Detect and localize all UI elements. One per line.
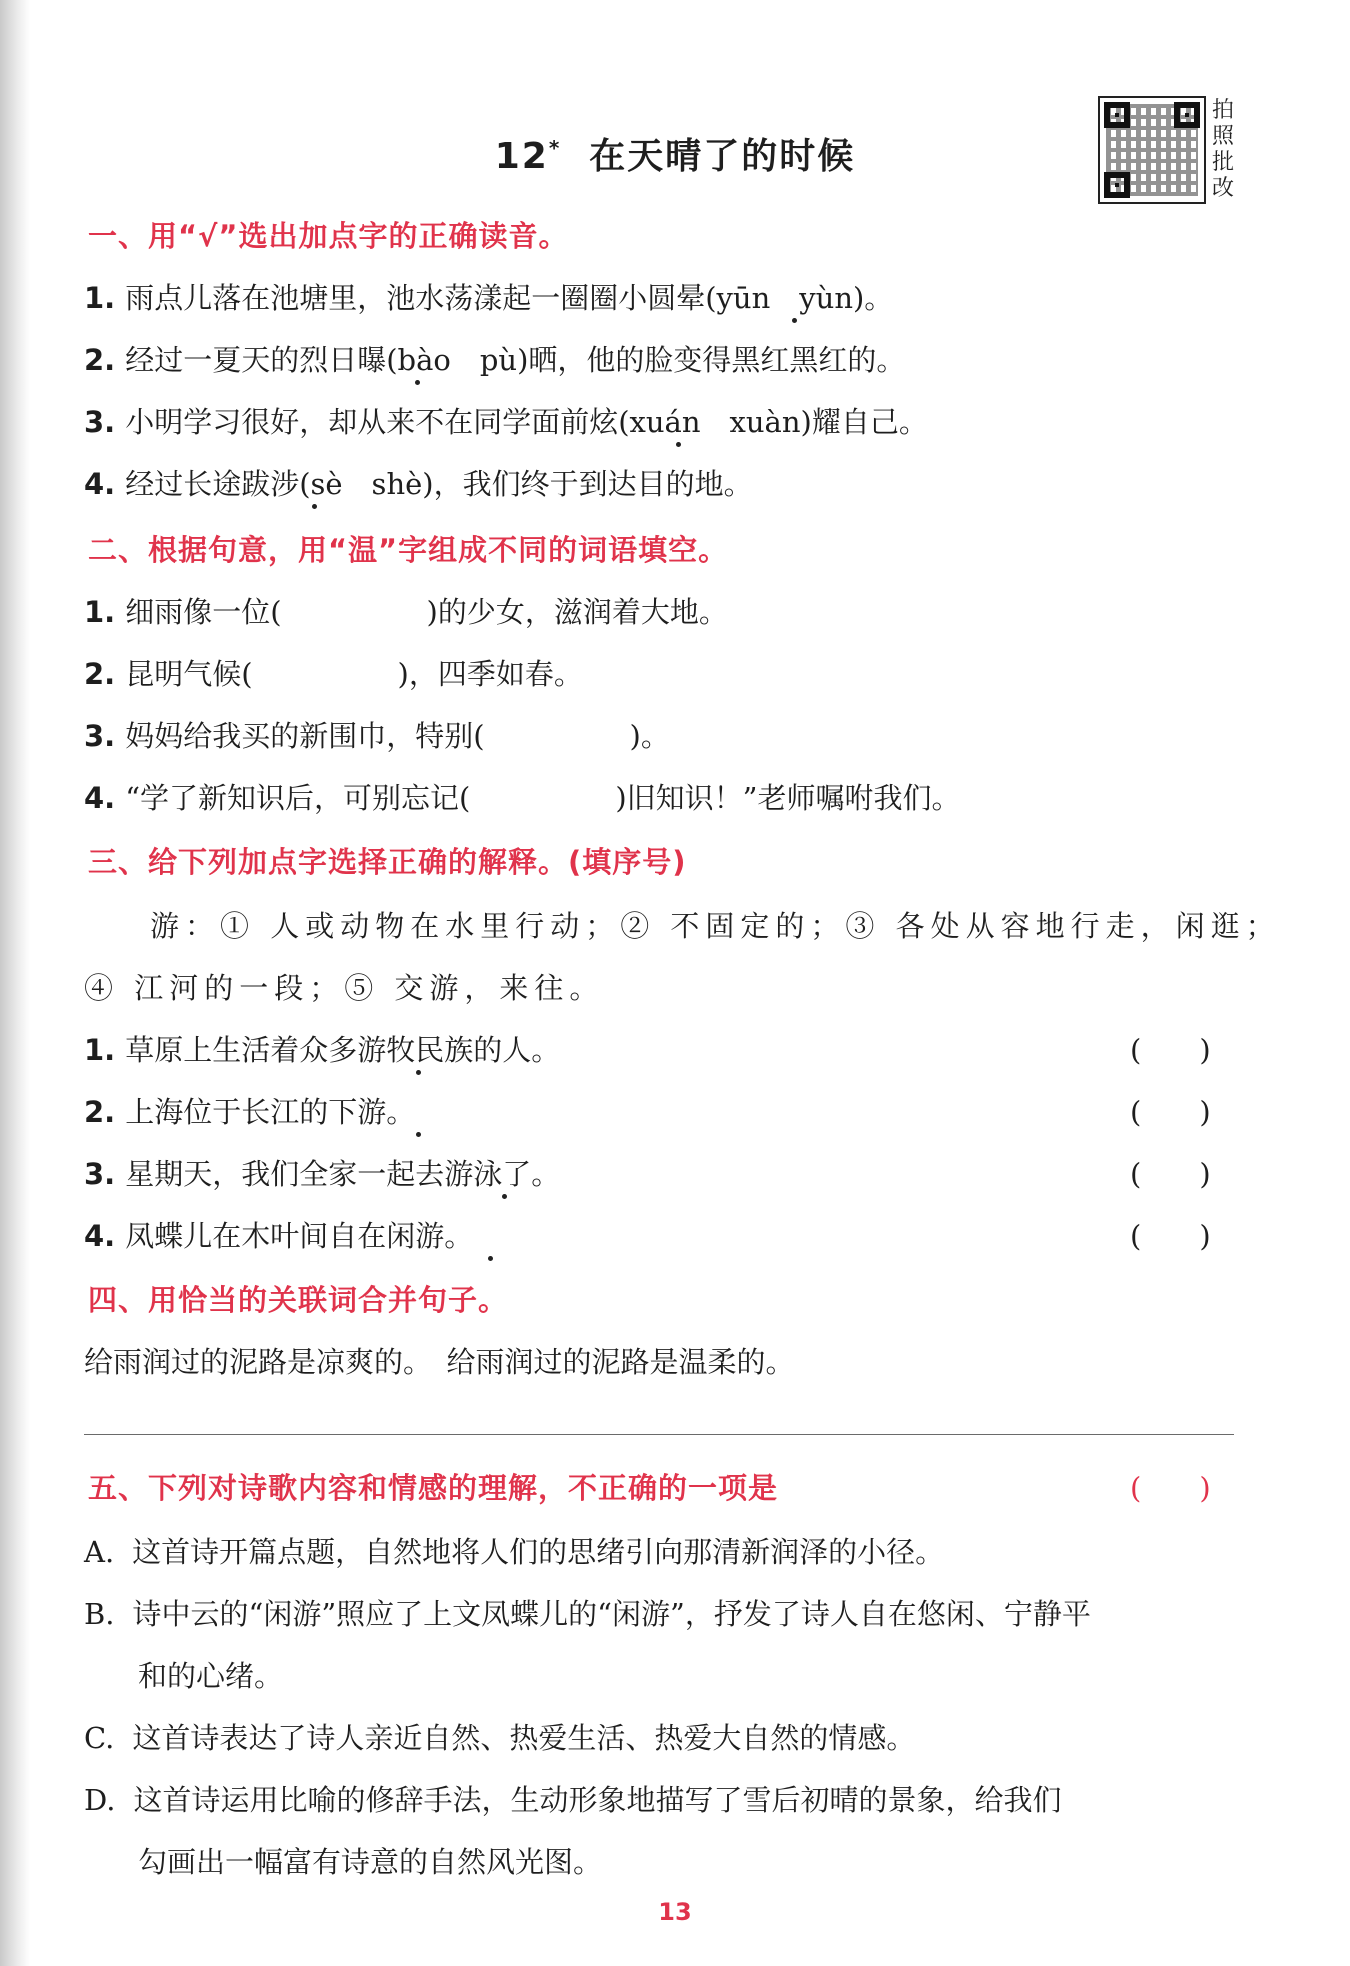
emphasis-dot — [415, 380, 420, 385]
option-a: A. 这首诗开篇点题，自然地将人们的思绪引向那清新润泽的小径。 — [84, 1535, 945, 1569]
qr-label: 拍照批改 — [1212, 98, 1235, 201]
emphasis-dot — [792, 318, 797, 323]
emphasis-dot — [312, 504, 317, 509]
option-c: C. 这首诗表达了诗人亲近自然、热爱生活、热爱大自然的情感。 — [84, 1721, 916, 1755]
section3-item-3: 3. 星期天，我们全家一起去游泳了。 — [84, 1157, 561, 1191]
definition-line-2: ④ 江河的一段；⑤ 交游，来往。 — [84, 971, 605, 1005]
answer-paren[interactable]: ( ) — [1130, 1471, 1211, 1505]
emphasis-dot — [502, 1194, 507, 1199]
emphasis-dot — [676, 442, 681, 447]
emphasis-dot — [488, 1256, 493, 1261]
section1-item-4: 4. 经过长途跋涉(sè shè)，我们终于到达目的地。 — [84, 467, 753, 501]
answer-paren[interactable]: ( ) — [1130, 1033, 1211, 1067]
option-d-line-2: 勾画出一幅富有诗意的自然风光图。 — [138, 1845, 603, 1879]
section4-sentences: 给雨润过的泥路是凉爽的。 给雨润过的泥路是温柔的。 — [84, 1345, 795, 1379]
section1-item-2: 2. 经过一夏天的烈日曝(bào pù)晒，他的脸变得黑红黑红的。 — [84, 343, 906, 377]
section2-item-3: 3. 妈妈给我买的新围巾，特别( )。 — [84, 719, 670, 753]
section4-heading: 四、用恰当的关联词合并句子。 — [88, 1283, 509, 1317]
definition-line-1: 游：① 人或动物在水里行动；② 不固定的；③ 各处从容地行走，闲逛； — [150, 909, 1281, 943]
qr-code-icon[interactable] — [1098, 96, 1206, 204]
section1-heading: 一、用“√”选出加点字的正确读音。 — [88, 219, 569, 253]
section3-item-4: 4. 凤蝶儿在木叶间自在闲游。 — [84, 1219, 474, 1253]
section5-heading: 五、下列对诗歌内容和情感的理解，不正确的一项是 — [88, 1471, 779, 1505]
section1-item-1: 1. 雨点儿落在池塘里，池水荡漾起一圈圈小圆晕(yūn yùn)。 — [84, 281, 894, 315]
answer-paren[interactable]: ( ) — [1130, 1219, 1211, 1253]
answer-paren[interactable]: ( ) — [1130, 1157, 1211, 1191]
option-d: D. 这首诗运用比喻的修辞手法，生动形象地描写了雪后初晴的景象，给我们 — [84, 1783, 1062, 1817]
section2-item-2: 2. 昆明气候( )，四季如春。 — [84, 657, 583, 691]
section1-item-3: 3. 小明学习很好，却从来不在同学面前炫(xuán xuàn)耀自己。 — [84, 405, 928, 439]
section3-item-2: 2. 上海位于长江的下游。 — [84, 1095, 416, 1129]
emphasis-dot — [416, 1132, 421, 1137]
answer-paren[interactable]: ( ) — [1130, 1095, 1211, 1129]
emphasis-dot — [416, 1070, 421, 1075]
page-number: 13 — [658, 1898, 692, 1926]
section2-item-4: 4. “学了新知识后，可别忘记( )旧知识！”老师嘱咐我们。 — [84, 781, 961, 815]
section2-item-1: 1. 细雨像一位( )的少女，滋润着大地。 — [84, 595, 728, 629]
lesson-title: 在天晴了的时候 — [589, 136, 856, 177]
option-b-line-2: 和的心绪。 — [138, 1659, 284, 1693]
book-spine-shadow — [0, 0, 30, 1966]
answer-line[interactable] — [84, 1434, 1234, 1435]
option-b: B. 诗中云的“闲游”照应了上文凤蝶儿的“闲游”，抒发了诗人自在悠闲、宁静平 — [84, 1597, 1091, 1631]
section3-item-1: 1. 草原上生活着众多游牧民族的人。 — [84, 1033, 561, 1067]
section3-heading: 三、给下列加点字选择正确的解释。(填序号) — [88, 845, 687, 879]
lesson-number: 12* — [494, 136, 562, 177]
section2-heading: 二、根据句意，用“温”字组成不同的词语填空。 — [88, 533, 729, 567]
